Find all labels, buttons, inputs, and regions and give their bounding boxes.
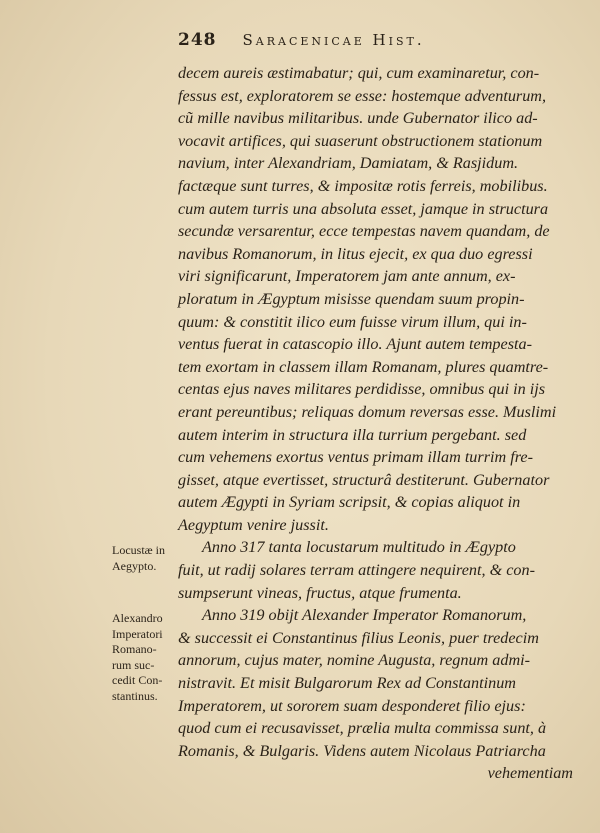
margin-note-constantine [112, 611, 180, 704]
text-line: Imperatorem, ut sororem suam desponderet filio ejus: [178, 696, 526, 715]
text-line: quod cum ei recusavisset, prælia multa commissa sunt, à [178, 719, 547, 738]
text-line: quum: & constitit ilico eum fuisse virum illum, qui in- [178, 312, 527, 331]
text-line: autem Ægypti in Syriam scripsit, & copias aliquot in [178, 493, 521, 512]
margin-note-line: Aegypto. [112, 558, 157, 573]
text-line: centas ejus naves militares perdidisse, omnibus qui in ijs [178, 380, 546, 399]
text-line: ploratum in Ægyptum misisse quendam suum propin- [178, 289, 525, 308]
text-line: sumpserunt vineas, fructus, atque frumenta. [178, 583, 462, 602]
text-line: nistravit. Et misit Bulgarorum Rex ad Constantinum [178, 674, 516, 693]
text-line: fessus est, exploratorem se esse: hostemque adventurum, [178, 86, 547, 105]
text-line: & successit ei Constantinus filius Leonis, puer tredecim [178, 628, 539, 647]
text-line: navium, inter Alexandriam, Damiatam, & Rasjidum. [178, 154, 519, 173]
text-line: annorum, cujus mater, nomine Augusta, regnum admi- [178, 651, 531, 670]
text-line: Anno 317 tanta locustarum multitudo in Ægypto [202, 538, 516, 557]
text-line: ventus fuerat in catascopio illo. Ajunt autem tempesta- [178, 335, 532, 354]
margin-note-line: Alexandro [112, 611, 163, 625]
running-title: Saracenicae Hist. [242, 31, 425, 49]
text-line: Aegyptum venire jussit. [178, 515, 329, 534]
margin-note-line: Romano- [112, 642, 157, 656]
text-line: cum vehemens exortus ventus primam illam turrim fre- [178, 448, 534, 467]
text-line: erant pereuntibus; reliquas domum reversas esse. Muslimi [178, 402, 557, 421]
main-text-block [178, 62, 583, 785]
text-line: Romanis, & Bulgaris. Videns autem Nicolaus Patriarcha [178, 741, 546, 760]
text-line: autem interim in structura illa turrium pergebant. sed [178, 425, 527, 444]
text-line: Anno 319 obijt Alexander Imperator Romanorum, [202, 606, 527, 625]
margin-note-line: Imperatori [112, 626, 163, 641]
text-line: vehementiam [487, 764, 573, 783]
margin-note-line: rum suc- [112, 657, 155, 672]
page-header [178, 30, 508, 60]
text-line: cũ mille navibus militaribus. unde Gubernator ilico ad- [178, 109, 538, 128]
text-line: viri significarunt, Imperatorem jam ante annum, ex- [178, 267, 516, 286]
text-line: cum autem turris una absoluta esset, jamque in structura [178, 199, 549, 218]
text-line: vocavit artifices, qui suaserunt obstructionem stationum [178, 131, 543, 150]
text-line: gisset, atque evertisset, structurâ destiterunt. Gubernator [178, 470, 550, 489]
text-line: tem exortam in classem illam Romanam, plures quamtre- [178, 357, 549, 376]
margin-note-locusts [112, 543, 180, 574]
text-line: decem aureis æstimabatur; qui, cum examinaretur, con- [178, 64, 540, 82]
page-number: 248 [178, 30, 217, 50]
text-line: factæque sunt turres, & impositæ rotis ferreis, mobilibus. [178, 176, 548, 195]
margin-note-line: cedit Con- [112, 673, 163, 687]
text-line: navibus Romanorum, in litus ejecit, ex qua duo egressi [178, 244, 533, 263]
margin-note-line: Locustæ in [112, 543, 165, 557]
margin-note-line: stantinus. [112, 688, 158, 703]
text-line: secundæ versarentur, ecce tempestas navem quandam, de [178, 222, 550, 241]
text-line: fuit, ut radij solares terram attingere nequirent, & con- [178, 561, 535, 580]
